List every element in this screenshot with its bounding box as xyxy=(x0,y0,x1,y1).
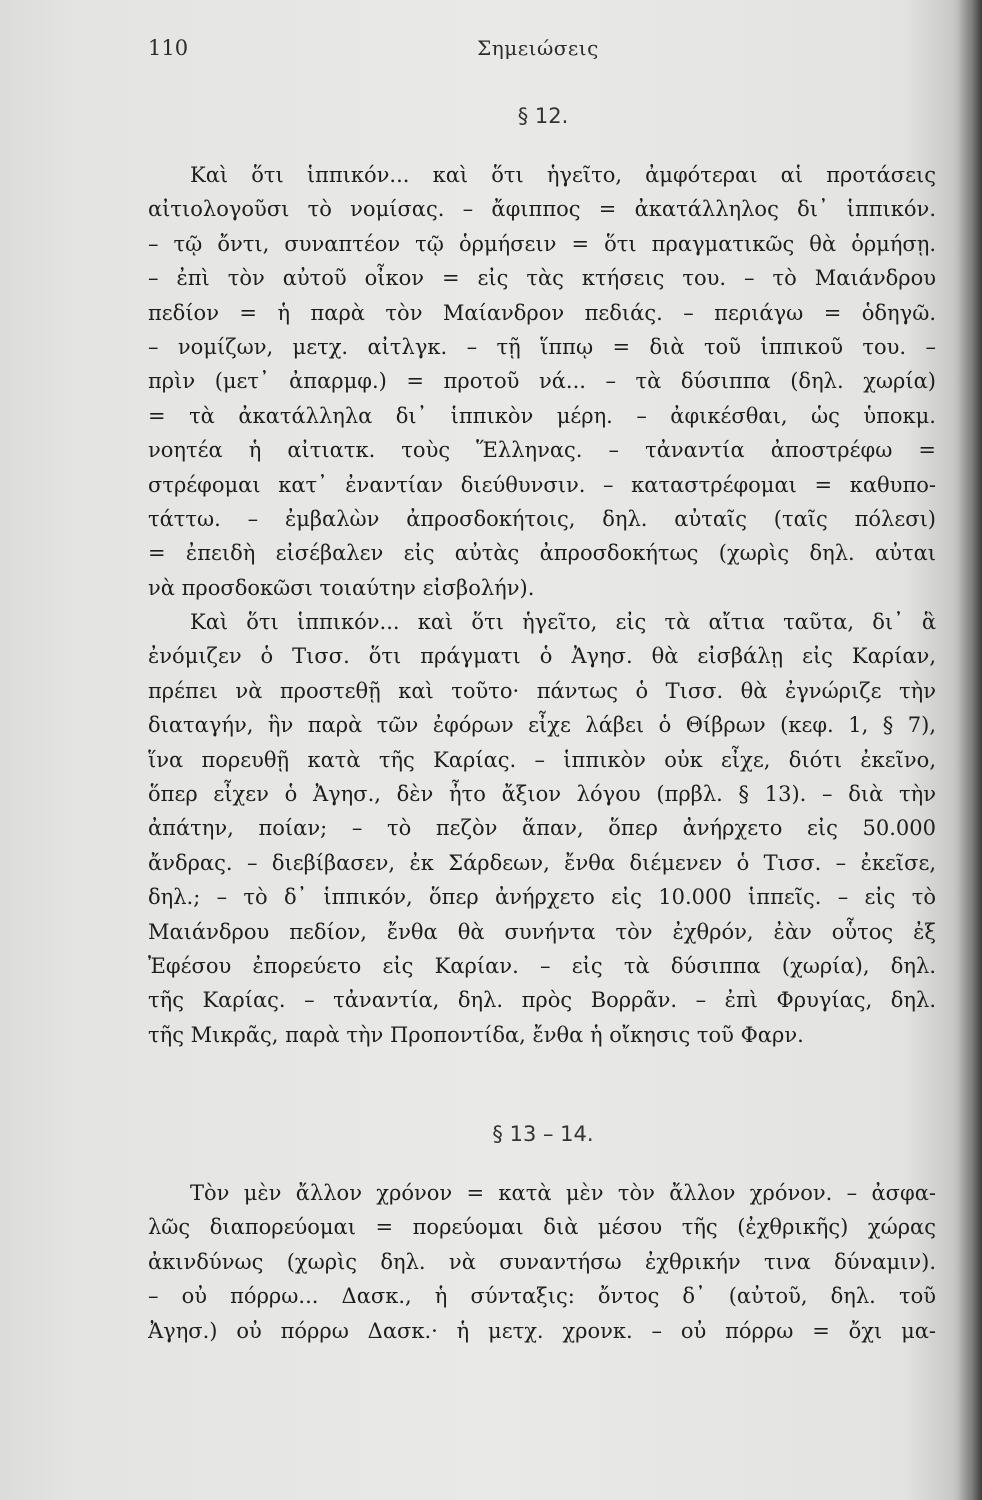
text-line: Καὶ ὅτι ἱππικόν... καὶ ὅτι ἡγεῖτο, εἰς τὰ αἴτια ταῦτα, δι᾿ ἃ xyxy=(190,610,936,635)
text-line: στρέφομαι κατ᾿ ἐναντίαν διεύθυνσιν. – καταστρέφομαι = καθυπο- xyxy=(148,472,936,497)
text-line: – τῷ ὄντι, συναπτέον τῷ ὁρμήσειν = ὅτι πραγματικῶς θὰ ὁρμήσῃ. xyxy=(148,231,936,256)
text-line: ἀπάτην, ποίαν; – τὸ πεζὸν ἅπαν, ὅπερ ἀνήρχετο εἰς 50.000 xyxy=(148,816,936,841)
text-line: ἄνδρας. – διεβίβασεν, ἐκ Σάρδεων, ἔνθα διέμενεν ὁ Τισσ. – ἐκεῖσε, xyxy=(148,850,936,875)
text-line: ὅπερ εἶχεν ὁ Ἀγησ., δὲν ἦτο ἄξιον λόγου (πρβλ. § 13). – διὰ τὴν xyxy=(148,782,936,807)
text-line: – νομίζων, μετχ. αἰτλγκ. – τῇ ἵππῳ = διὰ τοῦ ἱππικοῦ του. – xyxy=(148,334,936,359)
text-line: δηλ.; – τὸ δ᾿ ἱππικόν, ὅπερ ἀνήρχετο εἰς 10.000 ἱππεῖς. – εἰς τὸ xyxy=(148,885,936,910)
text-line: = ἐπειδὴ εἰσέβαλεν εἰς αὐτὰς ἀπροσδοκήτως (χωρὶς δηλ. αὐται xyxy=(148,541,936,566)
text-line: – ἐπὶ τὸν αὐτοῦ οἶκον = εἰς τὰς κτήσεις του. – τὸ Μαιάνδρου xyxy=(148,266,936,291)
text-line: Καὶ ὅτι ἱππικόν... καὶ ὅτι ἡγεῖτο, ἀμφότεραι αἱ προτάσεις xyxy=(190,163,936,187)
text-line: πεδίον = ἡ παρὰ τὸν Μαίανδρον πεδιάς. – περιάγω = ὁδηγῶ. xyxy=(148,300,936,325)
text-line: αἰτιολογοῦσι τὸ νομίσας. – ἄφιππος = ἀκατάλληλος δι᾿ ἱππικόν. xyxy=(148,197,936,222)
text-line: πρὶν (μετ᾿ ἀπαρμφ.) = προτοῦ νά... – τὰ δύσιππα (δηλ. χωρία) xyxy=(148,369,936,394)
text-line: ἀκινδύνως (χωρὶς δηλ. νὰ συναντήσω ἐχθρικήν τινα δύναμιν). xyxy=(148,1249,936,1274)
text-line: πρέπει νὰ προστεθῇ καὶ τοῦτο· πάντως ὁ Τισσ. θὰ ἐγνώριζε τὴν xyxy=(148,678,936,703)
notes-section-12 xyxy=(148,158,936,1052)
running-title: Σημειώσεις xyxy=(477,36,599,60)
page-header xyxy=(148,36,928,70)
text-line: διαταγήν, ἣν παρὰ τῶν ἐφόρων εἶχε λάβει ὁ Θίβρων (κεφ. 1, § 7), xyxy=(148,713,936,738)
text-line: Ἀγησ.) οὐ πόρρω Δασκ.· ἡ μετχ. χρονκ. – οὐ πόρρω = ὄχι μα- xyxy=(148,1318,936,1343)
text-line: λῶς διαπορεύομαι = πορεύομαι διὰ μέσου τῆς (ἐχθρικῆς) χώρας xyxy=(148,1215,936,1240)
text-line: Τὸν μὲν ἄλλον χρόνον = κατὰ μὲν τὸν ἄλλον χρόνον. – ἀσφα- xyxy=(190,1181,936,1205)
text-line: = τὰ ἀκατάλληλα δι᾿ ἱππικὸν μέρη. – ἀφικέσθαι, ὡς ὑποκμ. xyxy=(148,403,936,428)
text-line: ἐνόμιζεν ὁ Τισσ. ὅτι πράγματι ὁ Ἀγησ. θὰ εἰσβάλῃ εἰς Καρίαν, xyxy=(148,644,936,669)
text-line: τῆς Μικρᾶς, παρὰ τὴν Προποντίδα, ἔνθα ἡ οἴκησις τοῦ Φαρν. xyxy=(148,1022,804,1047)
text-line: Μαιάνδρου πεδίον, ἔνθα θὰ συνήντα τὸν ἐχθρόν, ἐὰν οὗτος ἐξ xyxy=(148,919,936,944)
section-heading: § 12. xyxy=(517,104,569,128)
text-line: νοητέα ἡ αἰτιατκ. τοὺς Ἕλληνας. – τἀναντία ἀποστρέφω = xyxy=(148,438,936,463)
page-number: 110 xyxy=(148,36,189,60)
text-line: Ἐφέσου ἐπορεύετο εἰς Καρίαν. – εἰς τὰ δύσιππα (χωρία), δηλ. xyxy=(148,953,936,978)
page-edge-shadow xyxy=(958,0,982,1500)
section-heading: § 13 – 14. xyxy=(492,1122,594,1146)
notes-section-13-14 xyxy=(148,1176,936,1348)
text-line: τῆς Καρίας. – τἀναντία, δηλ. πρὸς Βορρᾶν. – ἐπὶ Φρυγίας, δηλ. xyxy=(148,988,936,1013)
text-line: – οὐ πόρρω... Δασκ., ἡ σύνταξις: ὄντος δ᾿ (αὐτοῦ, δηλ. τοῦ xyxy=(148,1284,936,1309)
text-line: ἵνα πορευθῇ κατὰ τῆς Καρίας. – ἱππικὸν οὐκ εἶχε, διότι ἐκεῖνο, xyxy=(148,747,936,772)
text-line: τάττω. – ἐμβαλὼν ἀπροσδοκήτοις, δηλ. αὐταῖς (ταῖς πόλεσι) xyxy=(148,506,936,531)
text-line: νὰ προσδοκῶσι τοιαύτην εἰσβολήν). xyxy=(148,575,535,600)
